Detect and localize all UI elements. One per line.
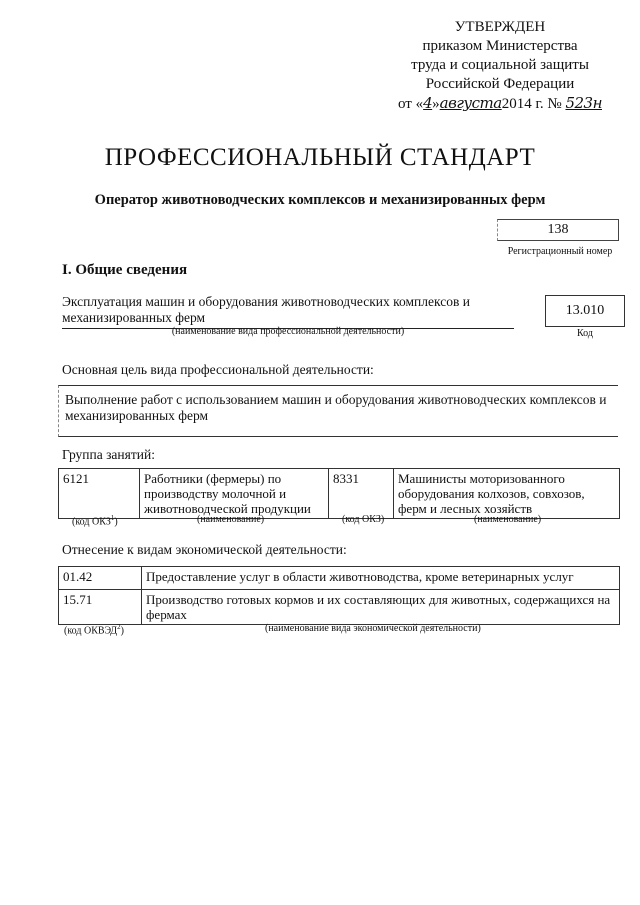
okved-code: 01.42 [59,567,142,590]
occupation-name-1: Работники (фермеры) по производству молочной и животноводческой продукции [140,469,329,519]
section-heading: I. Общие сведения [62,262,188,278]
okved-code-caption: (код ОКВЭД$^2$) [64,623,124,637]
approval-day: 4 [423,94,433,112]
occupation-group-label: Группа занятий: [62,447,155,462]
okz-code-caption: (код ОКЗ$^1$) [72,514,118,528]
date-mid: » [432,96,440,112]
activity-name: Эксплуатация машин и оборудования животноводческих комплексов и механизированных ферм [62,294,514,329]
approval-order: приказом Министерства [422,38,578,54]
okz-code-caption-2: (код ОКЗ) [342,514,385,525]
table-row [59,590,620,625]
okved-code: 15.71 [59,590,142,625]
approval-number: 523н [565,94,602,112]
economic-activity-caption: (наименование вида экономической деятельности) [265,623,481,634]
approval-date-line [380,94,620,114]
activity-caption: (наименование вида профессиональной деятельности) [171,326,405,337]
registration-number: 138 [497,219,619,241]
table-row [59,469,620,519]
activity-code-label: Код [577,328,593,339]
approval-month: августа [439,94,502,112]
registration-label: Регистрационный номер [507,246,613,257]
date-prefix: от « [398,96,424,112]
okz-code-2: 8331 [329,469,394,519]
document-subtitle: Оператор животноводческих комплексов и механизированных ферм [94,192,546,208]
document-title: ПРОФЕССИОНАЛЬНЫЙ СТАНДАРТ [104,144,536,171]
table-row [59,567,620,590]
approval-ministry: труда и социальной защиты [411,57,589,73]
economic-activity-label: Отнесение к видам экономической деятельности: [62,542,347,557]
goal-label: Основная цель вида профессиональной деятельности: [62,362,374,377]
goal-text: Выполнение работ с использованием машин и оборудования животноводческих комплексов и механизированных ферм [58,385,618,437]
approval-block [380,18,620,114]
economic-activity-name: Производство готовых кормов и их составляющих для животных, содержащихся на фермах [142,590,620,625]
occupation-name-2: Машинисты моторизованного оборудования колхозов, совхозов, ферм и лесных хозяйств [394,469,620,519]
economic-activity-table [58,566,620,625]
approval-year: 2014 г. № [501,96,562,112]
okz-code-1: 6121 [59,469,140,519]
occupation-table [58,468,620,519]
occupation-name-caption-2: (наименование) [474,514,542,525]
approval-heading: УТВЕРЖДЕН [454,19,546,35]
economic-activity-name: Предоставление услуг в области животноводства, кроме ветеринарных услуг [142,567,620,590]
approval-country: Российской Федерации [425,76,575,92]
occupation-name-caption: (наименование) [197,514,265,525]
activity-code: 13.010 [545,295,625,327]
